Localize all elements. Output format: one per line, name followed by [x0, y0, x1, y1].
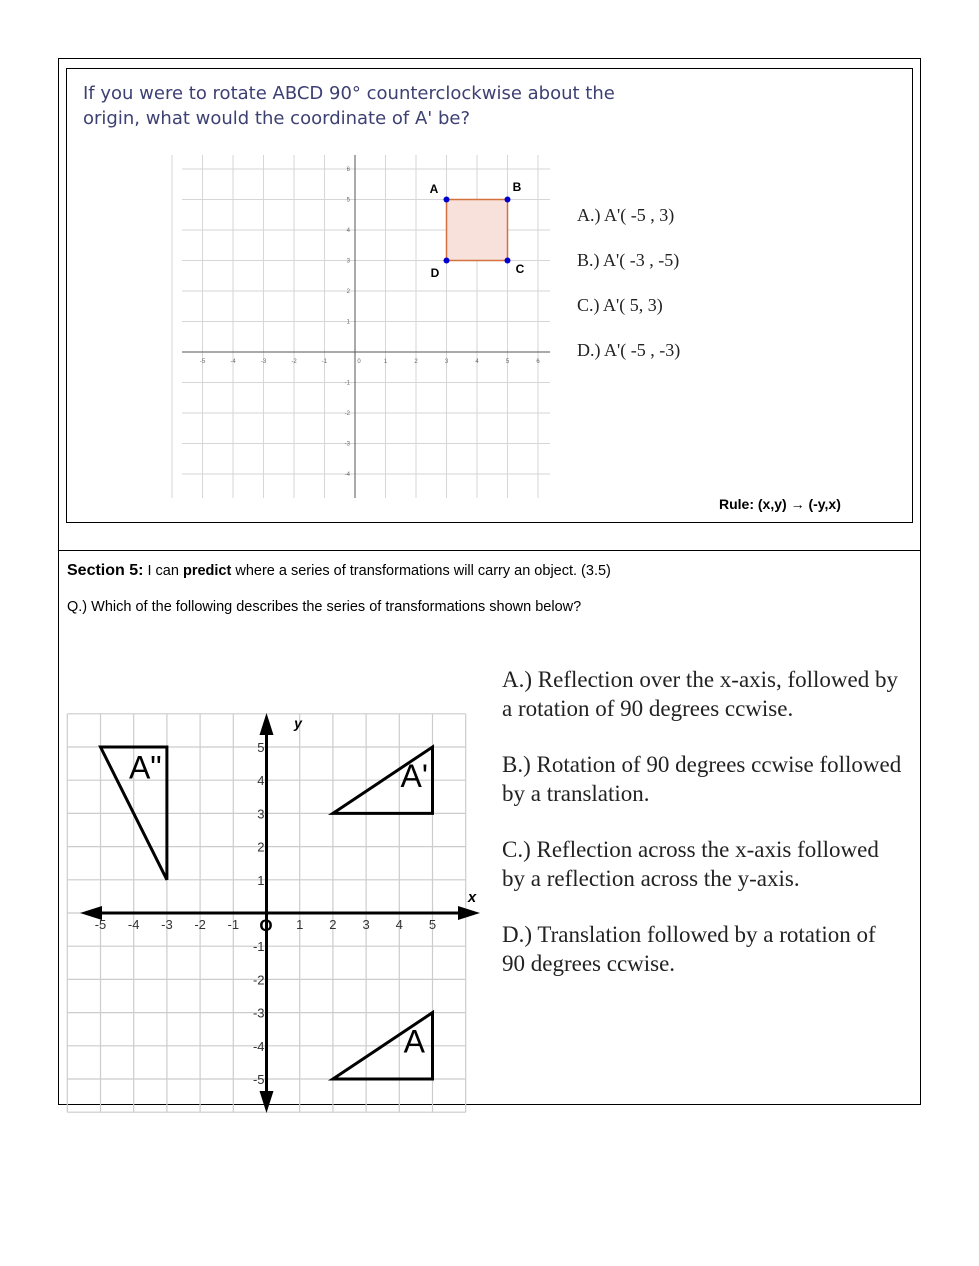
x-tick-label: 3 [362, 917, 370, 932]
x-tick-labels [200, 359, 541, 365]
x-tick-label: -5 [199, 359, 206, 365]
choice-b[interactable]: B.) Rotation of 90 degrees ccwise followed by a translation. [502, 752, 902, 806]
y-tick-label: -2 [252, 972, 265, 988]
x-axis-arrow-right [458, 906, 480, 920]
triangle-label: A [403, 1023, 425, 1060]
section-5-question: Q.) Which of the following describes the series of transformations shown below? [67, 599, 582, 615]
y-tick-label: -1 [252, 939, 265, 955]
vertex-point-d [444, 258, 450, 264]
x-tick-label: -4 [127, 917, 140, 932]
y-tick-label: 4 [257, 773, 265, 789]
question-4-box [66, 68, 913, 523]
vertex-label-b: B [512, 180, 522, 194]
y-tick-label: -3 [252, 1005, 265, 1021]
x-tick-label: 5 [428, 917, 437, 932]
vertex-label-d: D [430, 266, 440, 280]
y-tick-label: 2 [257, 839, 265, 855]
y-tick-label: -5 [252, 1072, 265, 1087]
y-tick-label: 5 [346, 197, 350, 204]
vertex-label-c: C [515, 262, 525, 276]
x-tick-label: 2 [329, 917, 337, 932]
choice-b[interactable]: B.) A'( -3 , -5) [577, 250, 680, 270]
vertex-point-c [505, 258, 511, 264]
y-axis-arrow-bottom [260, 1091, 274, 1113]
x-tick-label: 3 [444, 359, 449, 365]
choice-c[interactable]: C.) Reflection across the x-axis followed by a reflection across the y-axis. [502, 837, 879, 891]
y-tick-label: 6 [346, 167, 350, 173]
y-tick-label: -4 [252, 1038, 265, 1054]
choice-a[interactable]: A.) A'( -5 , 3) [577, 205, 675, 225]
y-axis-label: y [294, 715, 302, 731]
rotation-rule: Rule: (x,y) → (-y,x) [719, 496, 841, 512]
x-tick-label: 0 [357, 359, 361, 365]
vertex-point-b [505, 197, 511, 203]
question-5-graph [80, 651, 485, 1087]
triangle-label: A' [400, 757, 428, 794]
y-tick-label: 2 [346, 289, 350, 295]
heading-post: where a series of transformations will carry an object. (3.5) [231, 563, 611, 579]
heading-pre: I can [143, 563, 183, 579]
choice-d[interactable]: D.) Translation followed by a rotation of 90 degrees ccwise. [502, 922, 876, 976]
choice-d[interactable]: D.) A'( -5 , -3) [577, 340, 681, 360]
section-5-label: Section 5: [67, 562, 144, 579]
y-tick-label: 4 [346, 228, 350, 234]
x-tick-label: 4 [395, 917, 403, 932]
y-tick-label: -3 [344, 441, 350, 448]
question-5-choices [502, 665, 902, 1005]
heading-bold: predict [182, 563, 232, 579]
question-4-prompt: If you were to rotate ABCD 90° counterclockwise about the origin, what would the coordinate of A' be? [83, 83, 615, 129]
square-abcd [447, 200, 508, 261]
choice-c[interactable]: C.) A'( 5, 3) [577, 295, 663, 315]
vertex-label-a: A [429, 182, 439, 196]
y-tick-label: -2 [344, 411, 350, 417]
x-tick-label: 1 [383, 359, 388, 365]
choice-a[interactable]: A.) Reflection over the x-axis, followed by a rotation of 90 degrees ccwise. [502, 667, 898, 721]
y-tick-label: -1 [344, 380, 350, 387]
x-tick-label: 5 [505, 359, 510, 365]
vertex-point-a [444, 197, 450, 203]
y-tick-labels [345, 167, 351, 478]
x-tick-label: 2 [414, 359, 418, 365]
x-tick-label: -2 [291, 359, 297, 365]
x-axis-label: x [467, 889, 477, 906]
question-4-graph [182, 155, 557, 505]
x-tick-label: -2 [194, 917, 206, 932]
x-tick-label: 6 [536, 359, 540, 365]
x-tick-label: -5 [94, 917, 107, 932]
origin-label: O [259, 916, 273, 935]
y-axis-arrow-top [260, 713, 274, 735]
y-tick-label: 3 [257, 806, 265, 822]
x-tick-label: -1 [227, 917, 240, 932]
triangle-label: A" [128, 749, 162, 786]
y-tick-label: 3 [346, 258, 350, 265]
row-divider [59, 550, 920, 551]
worksheet-table [58, 58, 921, 1105]
y-tick-label: -4 [344, 472, 350, 478]
y-tick-label: 1 [346, 319, 350, 326]
x-tick-label: 4 [475, 359, 479, 365]
x-tick-label: -3 [161, 917, 173, 932]
y-tick-label: 5 [257, 740, 265, 755]
y-tick-label: 1 [257, 872, 265, 888]
x-tick-label: -4 [230, 359, 236, 365]
x-tick-label: -3 [260, 359, 267, 365]
x-tick-label: 1 [296, 917, 304, 932]
x-tick-label: -1 [321, 359, 328, 365]
section-5-heading [67, 562, 611, 580]
